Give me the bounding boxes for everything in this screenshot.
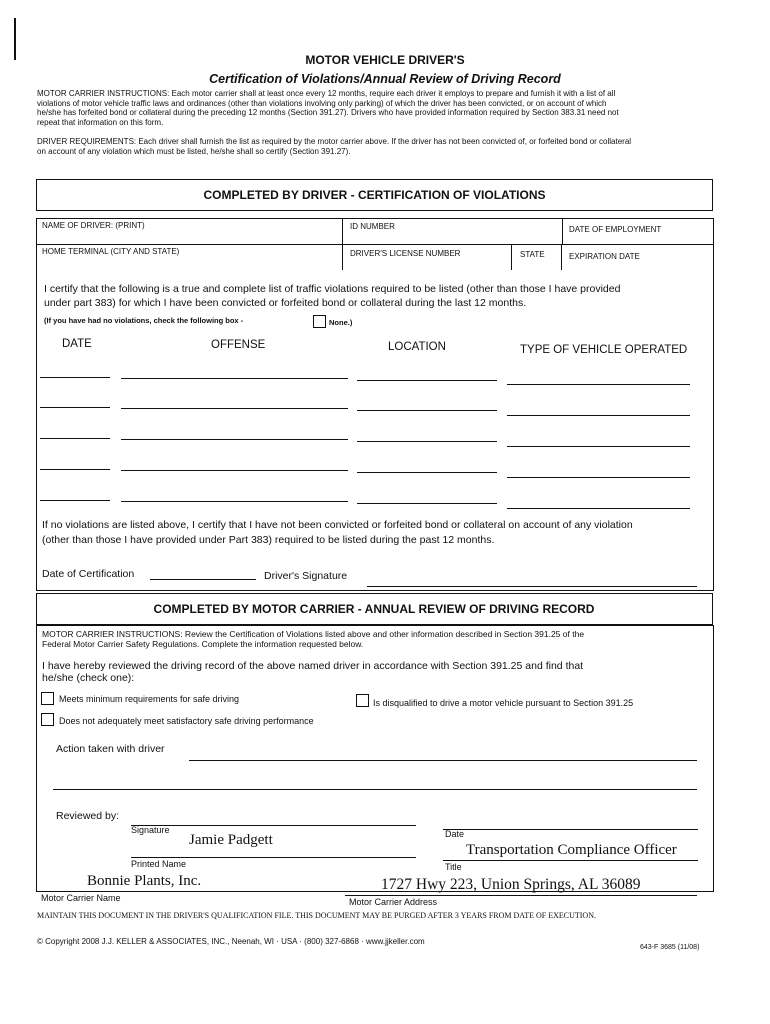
- no-violations-label: (If you have had no violations, check the following box -: [44, 316, 244, 325]
- signature-label: Signature: [131, 825, 170, 835]
- license-number-field[interactable]: DRIVER'S LICENSE NUMBER: [350, 249, 461, 258]
- review-text: I have hereby reviewed the driving record of the above named driver in accordance with Section 391.25 and find that he/she (check one):: [42, 660, 584, 684]
- form-code: 643-F 3685 (11/08): [640, 944, 700, 951]
- date-of-employment-field[interactable]: DATE OF EMPLOYMENT: [569, 225, 662, 234]
- col-location: LOCATION: [388, 341, 446, 353]
- col-vehicle-type: TYPE OF VEHICLE OPERATED: [520, 344, 688, 356]
- state-field[interactable]: STATE: [520, 250, 545, 259]
- id-number-field[interactable]: ID NUMBER: [350, 222, 395, 231]
- action-taken-line-1[interactable]: [189, 760, 697, 761]
- expiration-date-field[interactable]: EXPIRATION DATE: [569, 252, 640, 261]
- disqualified-checkbox[interactable]: [356, 694, 369, 707]
- does-not-meet-label: Does not adequately meet satisfactory safe driving performance: [59, 716, 314, 726]
- carrier-instructions-text: MOTOR CARRIER INSTRUCTIONS: Each motor carrier shall at least once every 12 months, require each driver it employs to prepare and furnish it with a list of all violations of motor vehicle traffic laws and ordinances (other than violations involving only parking) of which the driver has been convicted, or on account of which he/she has forfeited bond or collateral during the preceding 12 months (Section 391.27). Drivers who have provided information required by Section 383.31 need not repeat that information on this form.: [37, 89, 619, 127]
- action-taken-label: Action taken with driver: [56, 743, 165, 755]
- carrier-address-line[interactable]: [345, 895, 697, 896]
- carrier-address-label: Motor Carrier Address: [349, 897, 438, 907]
- drivers-signature-label: Driver's Signature: [264, 570, 348, 582]
- driver-section-heading: COMPLETED BY DRIVER - CERTIFICATION OF VIOLATIONS: [203, 188, 546, 202]
- home-terminal-field[interactable]: HOME TERMINAL (CITY AND STATE): [42, 247, 180, 256]
- signature-line[interactable]: [131, 825, 416, 826]
- meets-requirements-checkbox[interactable]: [41, 692, 54, 705]
- carrier-section-heading: COMPLETED BY MOTOR CARRIER - ANNUAL REVIEW OF DRIVING RECORD: [153, 602, 595, 616]
- title-value: Transportation Compliance Officer: [466, 842, 677, 858]
- col-offense: OFFENSE: [211, 339, 266, 351]
- certify-text: I certify that the following is a true and complete list of traffic violations required to be listed (other than those I have provided under part 383) for which I have been convicted or forfeited bond or collateral during the last 12 months.: [44, 283, 621, 309]
- meets-requirements-label: Meets minimum requirements for safe driving: [59, 694, 240, 704]
- date-line[interactable]: [443, 829, 698, 830]
- drivers-signature-line[interactable]: [367, 586, 697, 587]
- date-of-certification-label: Date of Certification: [42, 568, 135, 580]
- none-label: None.): [329, 318, 353, 327]
- maintain-notice: MAINTAIN THIS DOCUMENT IN THE DRIVER'S QUALIFICATION FILE. THIS DOCUMENT MAY BE PURGED AFTER 3 YEARS FROM DATE OF EXECUTION.: [37, 911, 596, 920]
- none-checkbox[interactable]: [313, 315, 326, 328]
- carrier-address-value: 1727 Hwy 223, Union Springs, AL 36089: [381, 876, 641, 893]
- printed-name-line[interactable]: [131, 857, 416, 858]
- printed-name-value: Jamie Padgett: [189, 832, 273, 848]
- date-of-certification-line[interactable]: [150, 579, 256, 580]
- carrier-name-label: Motor Carrier Name: [41, 893, 121, 903]
- title-line[interactable]: [443, 860, 698, 861]
- page-subtitle: Certification of Violations/Annual Review of Driving Record: [209, 72, 561, 86]
- name-of-driver-field[interactable]: NAME OF DRIVER: (PRINT): [42, 221, 145, 230]
- no-violations-certify-text: If no violations are listed above, I certify that I have not been convicted or forfeited bond or collateral on account of any violation (other than those I have provided under Part 383) required to be listed during the past 12 months.: [42, 519, 633, 546]
- date-label: Date: [445, 829, 465, 839]
- driver-requirements-text: DRIVER REQUIREMENTS: Each driver shall furnish the list as required by the motor carrier above. If the driver has not been convicted of, or forfeited bond or collateral on account of any violation which must be listed, he/she shall so certify (Section 391.27).: [37, 137, 632, 156]
- reviewed-by-label: Reviewed by:: [56, 810, 120, 822]
- carrier-name-line[interactable]: [36, 891, 323, 892]
- page-title: MOTOR VEHICLE DRIVER'S: [305, 53, 465, 67]
- col-date: DATE: [62, 338, 92, 350]
- action-taken-line-2[interactable]: [53, 789, 697, 790]
- carrier-review-instructions: MOTOR CARRIER INSTRUCTIONS: Review the Certification of Violations listed above and other information described in Section 391.25 of the Federal Motor Carrier Safety Regulations. Complete the information requested below.: [42, 629, 585, 649]
- carrier-name-value: Bonnie Plants, Inc.: [87, 873, 202, 889]
- title-label: Title: [445, 862, 462, 872]
- does-not-meet-checkbox[interactable]: [41, 713, 54, 726]
- copyright-text: © Copyright 2008 J.J. KELLER & ASSOCIATES, INC., Neenah, WI · USA · (800) 327-6868 · www.jjkeller.com: [37, 937, 425, 946]
- printed-name-label: Printed Name: [131, 859, 187, 869]
- disqualified-label: Is disqualified to drive a motor vehicle pursuant to Section 391.25: [373, 698, 634, 708]
